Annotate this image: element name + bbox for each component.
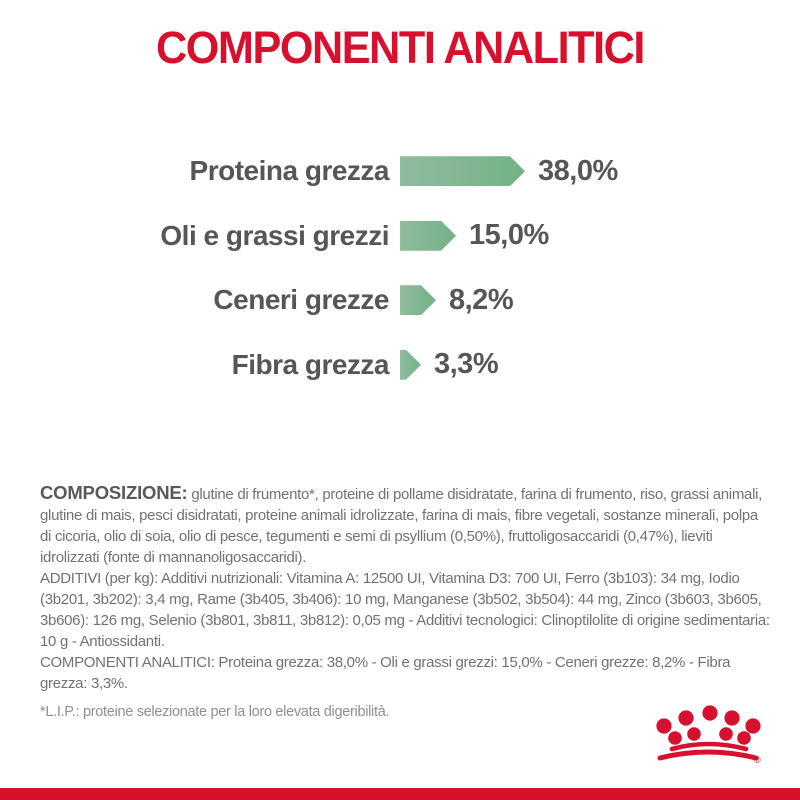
- bar-row-ceneri-grezze: [0, 268, 800, 333]
- bar-label: Oli e grassi grezzi: [160, 219, 389, 251]
- analytical-components-chart: [0, 139, 800, 397]
- ingredients-info-block: [40, 482, 770, 723]
- bar-row-proteina-grezza: [0, 139, 800, 204]
- bar-oli-e-grassi-grezzi: [400, 221, 456, 251]
- bar-value: 8,2%: [449, 283, 514, 316]
- bar-label: Ceneri grezze: [213, 284, 389, 316]
- bar-fibra-grezza: [400, 350, 421, 380]
- lip-footnote: *L.I.P.: proteine selezionate per la loro elevata digeribilità.: [40, 704, 390, 720]
- analytical-components-line: COMPONENTI ANALITICI: Proteina grezza: 38,0% - Oli e grassi grezzi: 15,0% - Ceneri grezze: 8,2% - Fibra grezza: 3,3%.: [40, 654, 731, 692]
- bar-value: 38,0%: [538, 154, 618, 187]
- composition-paragraph: [40, 482, 770, 568]
- composition-text: glutine di frumento*, proteine di pollame disidratate, farina di frumento, riso, grassi animali, glutine di mais, pesci disidratati, proteine animali idrolizzate, farina di mais, fibre vegetali, sostanze minerali, polpa di cicoria, olio di soia, olio di pesce, tegumenti e semi di psyllium (0,50%), fruttoligosaccaridi (0,47%), lieviti idrolizzati (fonte di mannanoligosaccaridi).: [40, 486, 763, 566]
- bar-proteina-grezza: [400, 156, 525, 186]
- bar-label: Proteina grezza: [189, 155, 389, 187]
- additives-paragraph: ADDITIVI (per kg): Additivi nutrizionali: Vitamina A: 12500 UI, Vitamina D3: 700 UI, Ferro (3b103): 34 mg, Iodio (3b201, 3b202): 3,4 mg, Rame (3b405, 3b406): 10 mg, Manganese (3b502, 3b504): 44 mg, Zinco (3b603, 3b605, 3b606): 126 mg, Selenio (3b801, 3b811, 3b812): 0,05 mg - Additivi tecnologici: Clinoptilolite di origine sedimentaria: 10 g - Antiossidanti.: [40, 570, 770, 650]
- bar-value: 3,3%: [434, 348, 499, 381]
- bar-row-fibra-grezza: [0, 333, 800, 398]
- bottom-brand-bar: [0, 788, 800, 800]
- composition-label: COMPOSIZIONE:: [40, 482, 188, 503]
- bar-label: Fibra grezza: [231, 348, 389, 380]
- registered-trademark-symbol: ®: [754, 755, 761, 765]
- bar-ceneri-grezze: [400, 285, 436, 315]
- royal-canin-crown-logo: [648, 700, 768, 774]
- page-title: COMPONENTI ANALITICI: [156, 22, 644, 73]
- bar-row-oli-e-grassi-grezzi: [0, 204, 800, 269]
- bar-value: 15,0%: [469, 219, 549, 252]
